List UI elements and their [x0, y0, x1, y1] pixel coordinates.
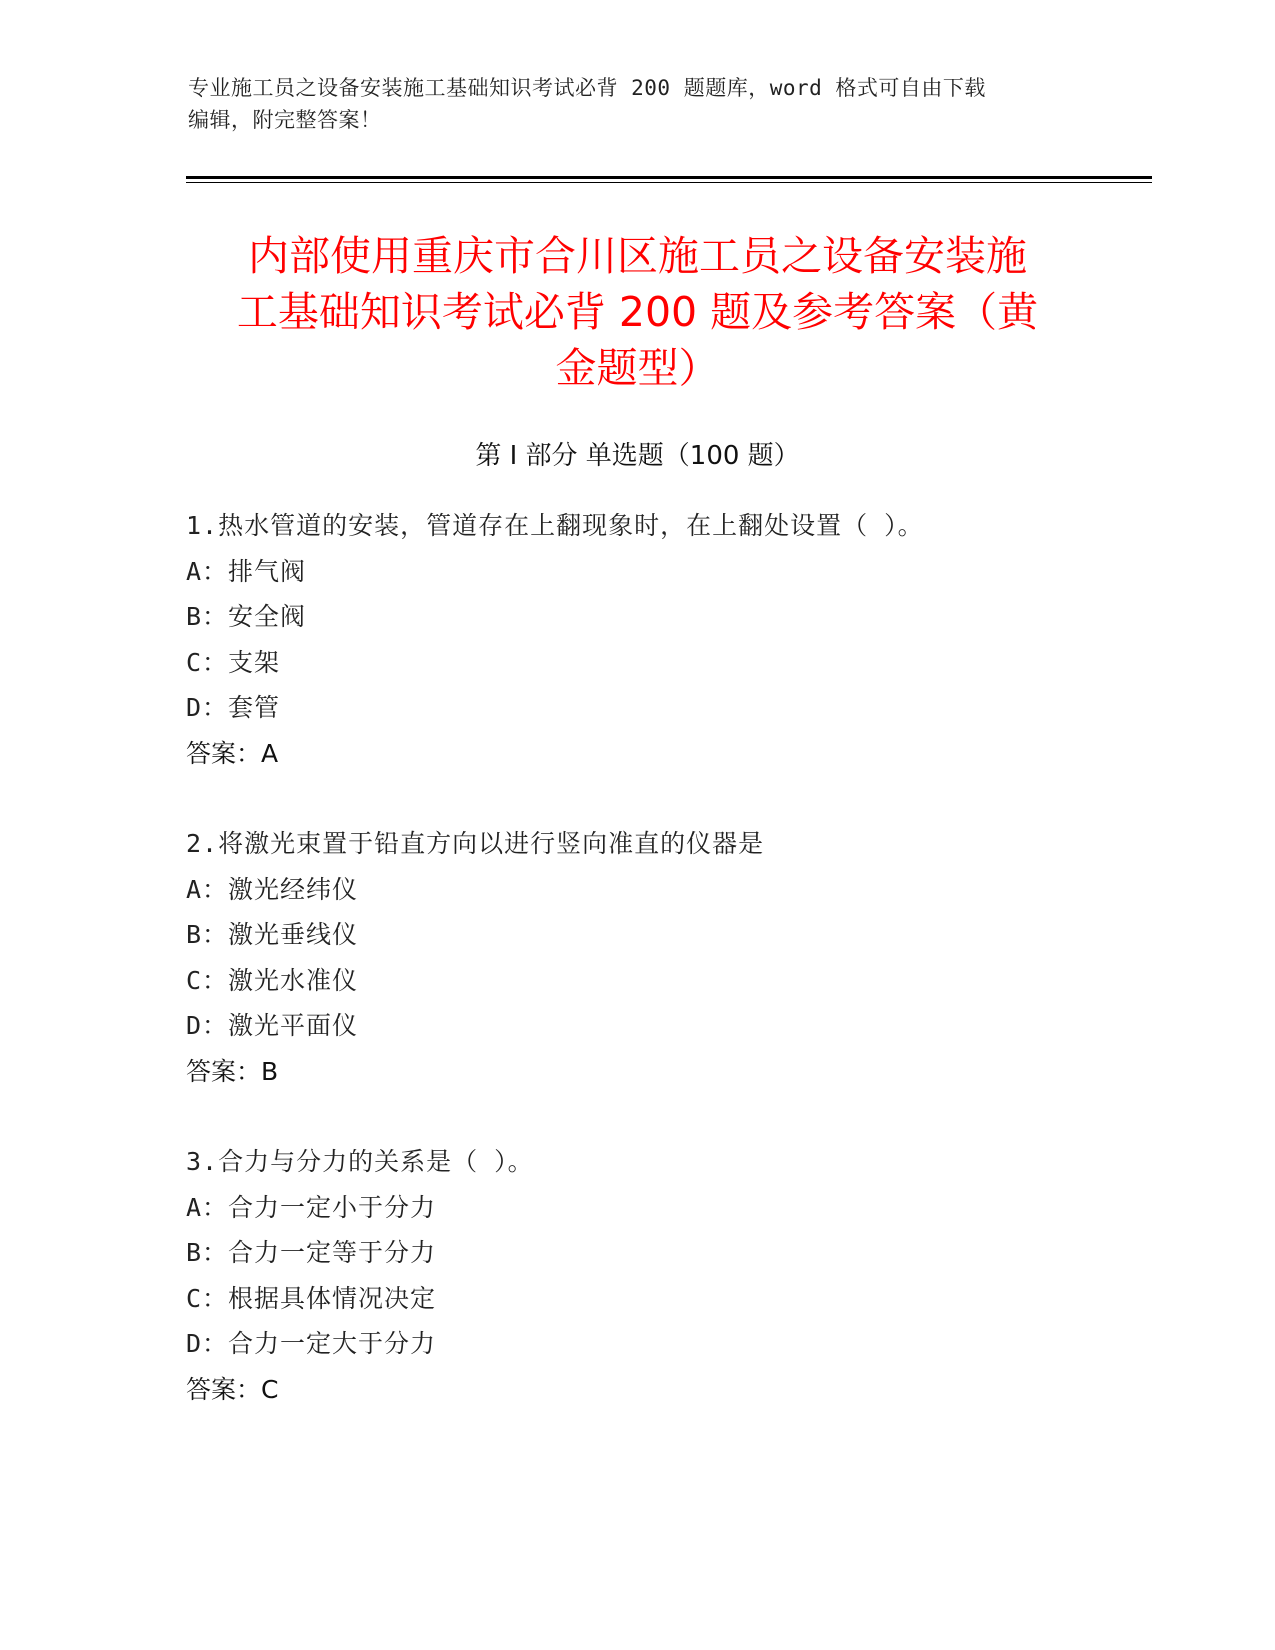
option-a: A：激光经纬仪 — [186, 874, 359, 904]
option-c: C：根据具体情况决定 — [186, 1283, 437, 1313]
option-d: D：套管 — [186, 693, 281, 722]
option-c: C：支架 — [186, 647, 281, 677]
question-2 — [186, 821, 1136, 1094]
header-rule-thin — [186, 182, 1152, 183]
header-note-line-2: 编辑，附完整答案！ — [188, 108, 382, 132]
question-3 — [186, 1139, 1136, 1412]
option-b: B：激光垂线仪 — [186, 920, 359, 949]
question-stem: 2.将激光束置于铅直方向以进行竖向准直的仪器是 — [186, 829, 765, 858]
option-d: D：合力一定大于分力 — [186, 1329, 437, 1358]
document-title — [160, 228, 1115, 396]
answer: 答案：B — [186, 1056, 279, 1086]
answer: 答案：A — [186, 738, 279, 768]
header-note — [188, 72, 1088, 136]
header-rule-thick — [186, 176, 1152, 179]
section-heading: 第 I 部分 单选题（100 题） — [475, 441, 800, 471]
question-1 — [186, 503, 1136, 776]
option-a: A：合力一定小于分力 — [186, 1192, 437, 1222]
option-d: D：激光平面仪 — [186, 1011, 359, 1040]
question-stem: 1.热水管道的安装，管道存在上翻现象时，在上翻处设置（ ）。 — [186, 511, 924, 540]
option-a: A：排气阀 — [186, 556, 307, 586]
document-title-line-3: 金题型） — [555, 344, 720, 392]
option-b: B：安全阀 — [186, 602, 307, 631]
document-title-line-1: 内部使用重庆市合川区施工员之设备安装施 — [248, 232, 1027, 280]
document-title-line-2: 工基础知识考试必背 200 题及参考答案（黄 — [236, 288, 1039, 336]
header-note-line-1: 专业施工员之设备安装施工基础知识考试必背 200 题题库，word 格式可自由下载 — [188, 76, 986, 100]
option-b: B：合力一定等于分力 — [186, 1238, 437, 1267]
answer: 答案：C — [186, 1374, 279, 1404]
option-c: C：激光水准仪 — [186, 965, 359, 995]
question-stem: 3.合力与分力的关系是（ ）。 — [186, 1147, 534, 1176]
